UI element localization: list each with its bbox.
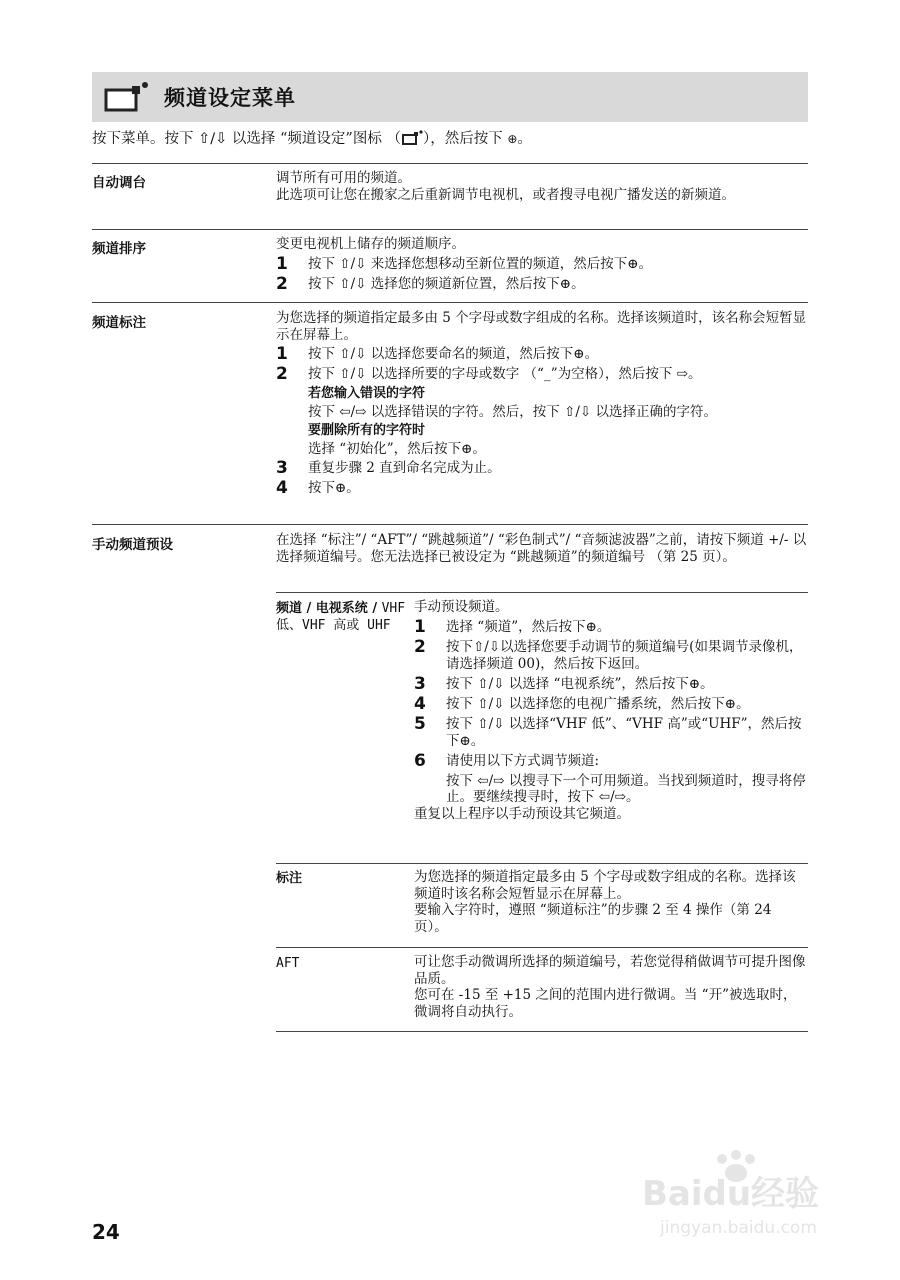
divider xyxy=(92,163,808,164)
paragraph: 为您选择的频道指定最多由 5 个字母或数字组成的名称。选择该频道时，该名称会短暂显示在屏幕上。 xyxy=(276,310,807,343)
intro-text-4: 。 xyxy=(517,131,532,147)
step-number: 1 xyxy=(276,344,288,364)
step-item xyxy=(276,345,808,363)
step-number: 3 xyxy=(276,458,288,478)
tv-setup-icon xyxy=(401,130,423,146)
step-text: 请使用以下方式调节频道: xyxy=(446,752,600,769)
sub-body-label xyxy=(414,869,808,935)
step-text: 按下 ⇧/⇩ 选择您的频道新位置，然后按下⊕。 xyxy=(308,275,585,292)
step-item xyxy=(276,275,808,293)
divider xyxy=(92,524,808,525)
intro-text-3: ），然后按下 xyxy=(422,131,508,147)
step-text: 按下 ⇧/⇩ 以选择 “电视系统”，然后按下⊕。 xyxy=(446,675,714,692)
paragraph: 调节所有可用的频道。 xyxy=(276,170,411,186)
step-text: 按下⊕。 xyxy=(308,480,360,496)
paragraph: 按下 ⇦/⇨ 以选择错误的字符。然后，按下 ⇧/⇩ 以选择正确的字符。 xyxy=(308,403,718,420)
baidu-watermark xyxy=(640,1145,870,1245)
step-text: 重复步骤 2 直到命名完成为止。 xyxy=(308,460,501,476)
paragraph: 此选项可让您在搬家之后重新调节电视机，或者搜寻电视广播发送的新频道。 xyxy=(276,186,735,203)
step-text: 按下 ⇧/⇩ 以选择“VHF 低”、“VHF 高”或“UHF”，然后按下⊕。 xyxy=(446,715,802,749)
divider xyxy=(92,229,808,230)
paragraph: 变更电视机上储存的频道顺序。 xyxy=(276,236,465,252)
step-text: 按下 ⇧/⇩ 来选择您想移动至新位置的频道，然后按下⊕。 xyxy=(308,255,653,272)
intro-instruction xyxy=(92,128,808,150)
subheading: 要删除所有的字符时 xyxy=(308,423,426,438)
divider xyxy=(276,863,808,864)
watermark-brand: Baidu经验 xyxy=(642,1174,820,1214)
step-number: 2 xyxy=(414,636,426,657)
tv-setup-icon xyxy=(102,80,150,114)
sub-label-channel-bands: VHF 低、VHF 高或 UHF xyxy=(276,601,406,633)
divider xyxy=(276,592,808,593)
step-text: 按下 ⇧/⇩ 以选择所要的字母或数字 （“_”为空格），然后按下 ⇨。 xyxy=(308,366,702,382)
step-item xyxy=(414,715,808,750)
step-number: 1 xyxy=(276,253,288,274)
section-body-auto xyxy=(276,170,808,203)
enter-button-icon: ⊕ xyxy=(507,132,518,146)
paragraph: 重复以上程序以手动预设其它频道。 xyxy=(414,805,630,822)
step-item xyxy=(414,638,808,673)
step-number: 4 xyxy=(414,693,426,714)
step-text: 按下 ⇧/⇩ 以选择您要命名的频道，然后按下⊕。 xyxy=(308,346,599,362)
intro-text-1: 按下菜单。按下 xyxy=(92,131,199,147)
step-text: 按下 ⇧/⇩ 以选择您的电视广播系统，然后按下⊕。 xyxy=(446,695,750,712)
sub-label-channel-text: 频道 / 电视系统 / xyxy=(276,601,382,616)
section-body-sort xyxy=(276,236,808,295)
step-item xyxy=(414,695,808,713)
paragraph: 可让您手动微调所选择的频道编号，若您觉得稍做调节可提升图像品质。 xyxy=(414,954,806,987)
section-body-labeling xyxy=(276,310,808,499)
section-body-manual xyxy=(276,532,808,565)
section-label-manual: 手动频道预设 xyxy=(92,537,173,553)
paragraph: 手动预设频道。 xyxy=(414,599,509,615)
paragraph: 按下 ⇦/⇨ 以搜寻下一个可用频道。当找到频道时，搜寻将停止。要继续搜寻时，按下 ⇦/⇨。 xyxy=(446,772,806,805)
section-label-labeling: 频道标注 xyxy=(92,315,146,331)
step-item xyxy=(276,459,808,477)
step-item xyxy=(414,675,808,693)
step-number: 4 xyxy=(276,478,288,498)
step-item xyxy=(414,618,808,636)
step-item xyxy=(414,752,808,770)
step-text: 选择 “频道”，然后按下⊕。 xyxy=(446,618,611,635)
subheading: 若您输入错误的字符 xyxy=(308,386,426,401)
paragraph: 在选择 “标注”/ “AFT”/ “跳越频道”/ “彩色制式”/ “音频滤波器”之前，请按下频道 +/- 以选择频道编号。您无法选择已被设定为 “跳越频道”的频道编号 （第 25 页）。 xyxy=(276,532,807,565)
divider xyxy=(276,1031,808,1032)
sub-label-label: 标注 xyxy=(276,871,303,886)
section-label-auto: 自动调台 xyxy=(92,175,146,191)
up-down-arrows-icon: ⇧/⇩ xyxy=(198,131,228,147)
step-number: 6 xyxy=(414,750,426,771)
watermark-url: jingyan.baidu.com xyxy=(660,1218,817,1238)
page-title: 频道设定菜单 xyxy=(164,86,296,110)
intro-text-2: 以选择 “频道设定”图标 （ xyxy=(227,131,401,147)
step-item xyxy=(276,365,808,383)
step-number: 2 xyxy=(276,273,288,294)
step-text: 按下⇧/⇩以选择您要手动调节的频道编号(如果调节录像机，请选择频道 00)，然后按下返回。 xyxy=(446,638,803,672)
sub-body-aft xyxy=(414,954,808,1020)
sub-label-channel xyxy=(276,600,406,634)
section-label-sort: 频道排序 xyxy=(92,241,146,257)
paragraph: 要输入字符时，遵照 “频道标注”的步骤 2 至 4 操作（第 24 页）。 xyxy=(414,902,772,935)
sub-label-aft: AFT xyxy=(276,956,300,971)
page-number: 24 xyxy=(92,1220,120,1244)
divider xyxy=(92,302,808,303)
paragraph: 为您选择的频道指定最多由 5 个字母或数字组成的名称。选择该频道时该名称会短暂显示在屏幕上。 xyxy=(414,869,796,902)
section-title-bar xyxy=(92,72,808,122)
paragraph: 选择 “初始化”，然后按下⊕。 xyxy=(308,440,486,457)
step-item xyxy=(276,479,808,497)
step-item xyxy=(276,255,808,273)
divider xyxy=(276,947,808,948)
step-number: 5 xyxy=(414,713,426,734)
step-number: 3 xyxy=(414,673,426,694)
paragraph: 您可在 -15 至 +15 之间的范围内进行微调。当 “开”被选取时，微调将自动执行。 xyxy=(414,987,797,1020)
step-number: 2 xyxy=(276,364,288,384)
sub-body-channel xyxy=(414,599,808,822)
step-number: 1 xyxy=(414,616,426,637)
